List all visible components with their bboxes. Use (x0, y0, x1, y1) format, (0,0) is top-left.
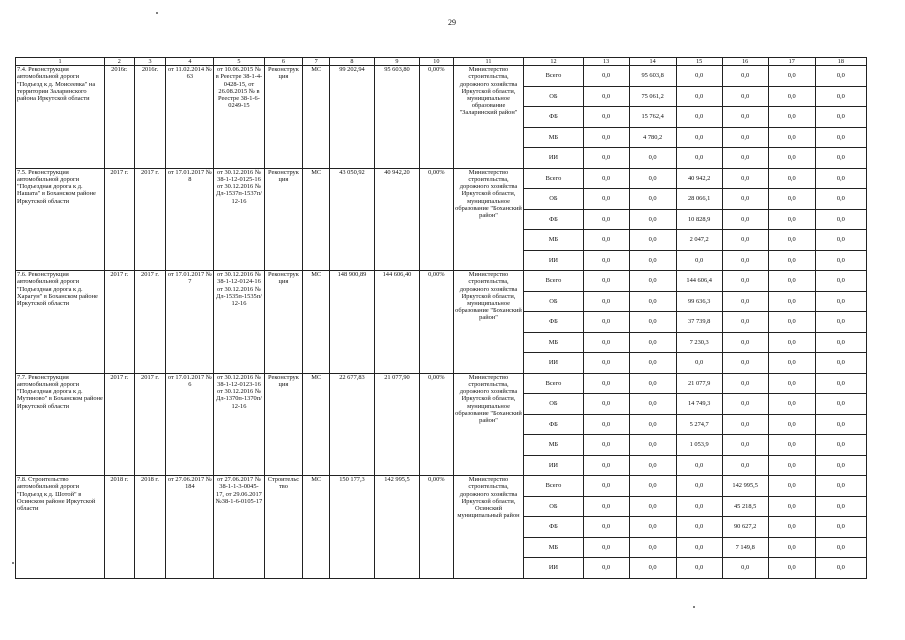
column-header: 2 (104, 58, 134, 66)
funding-value: 0,0 (722, 394, 768, 415)
funding-value: 0,0 (583, 66, 629, 87)
start-year: 2016г. (104, 66, 134, 169)
funding-value: 0,0 (815, 189, 866, 210)
funding-value: 28 066,1 (676, 189, 722, 210)
funding-value: 0,0 (815, 271, 866, 292)
funding-value: 0,0 (583, 537, 629, 558)
funding-value: 0,0 (815, 127, 866, 148)
funding-source: ФБ (524, 312, 583, 333)
column-header: 13 (583, 58, 629, 66)
funding-value: 0,0 (722, 455, 768, 476)
funding-value: 0,0 (722, 148, 768, 169)
header-row (16, 58, 867, 66)
funding-value: 0,0 (583, 291, 629, 312)
table-body (16, 58, 867, 579)
funding-value: 0,0 (676, 148, 722, 169)
funding-value: 0,0 (676, 537, 722, 558)
funding-value: 0,0 (676, 558, 722, 579)
funding-value: 0,0 (815, 517, 866, 538)
funding-value: 0,0 (815, 394, 866, 415)
funding-source: МБ (524, 537, 583, 558)
remaining-cost: 95 603,80 (374, 66, 419, 169)
funding-value: 0,0 (676, 250, 722, 271)
column-header: 8 (329, 58, 374, 66)
funding-source: ОБ (524, 394, 583, 415)
funding-value: 0,0 (815, 476, 866, 497)
start-year: 2017 г. (104, 373, 134, 476)
funding-source: ОБ (524, 86, 583, 107)
remaining-cost: 144 606,40 (374, 271, 419, 374)
expertise-ref: от 10.06.2015 № в Реестре 38-1-4-0428-15, от 26.08.2015 № в Реестре 38-1-6-0249-15 (214, 66, 264, 169)
funding-value: 0,0 (583, 558, 629, 579)
decision-ref: от 27.06.2017 № 184 (166, 476, 214, 579)
table-row (16, 66, 867, 87)
funding-value: 0,0 (768, 496, 815, 517)
end-year: 2017 г. (134, 168, 166, 271)
funding-value: 2 047,2 (676, 230, 722, 251)
funding-value: 0,0 (583, 189, 629, 210)
funding-value: 0,0 (722, 230, 768, 251)
funding-source: Всего (524, 373, 583, 394)
funding-value: 0,0 (583, 209, 629, 230)
funding-source: МБ (524, 435, 583, 456)
funding-value: 0,0 (583, 332, 629, 353)
start-year: 2017 г. (104, 271, 134, 374)
funding-value: 0,0 (629, 455, 676, 476)
funding-value: 0,0 (815, 107, 866, 128)
funding-value: 0,0 (768, 455, 815, 476)
funding-value: 0,0 (768, 86, 815, 107)
funding-value: 0,0 (583, 312, 629, 333)
funding-value: 0,0 (583, 414, 629, 435)
funding-value: 0,0 (815, 373, 866, 394)
funding-value: 15 762,4 (629, 107, 676, 128)
funding-value: 0,0 (722, 209, 768, 230)
start-year: 2018 г. (104, 476, 134, 579)
funding-value: 0,0 (676, 127, 722, 148)
funding-source: МБ (524, 332, 583, 353)
funding-value: 0,0 (583, 455, 629, 476)
funding-value: 0,0 (629, 168, 676, 189)
funding-source: МБ (524, 127, 583, 148)
funding-value: 75 061,2 (629, 86, 676, 107)
funding-value: 0,0 (768, 230, 815, 251)
funding-source: ИИ (524, 353, 583, 374)
funding-value: 0,0 (676, 66, 722, 87)
funding-value: 45 218,5 (722, 496, 768, 517)
funding-value: 0,0 (583, 353, 629, 374)
funding-value: 0,0 (583, 476, 629, 497)
object-name: 7.5. Реконструкция автомобильной дороги "Подъездная дорога к д. Нашата" в Боханском районе Иркутской области (16, 168, 105, 271)
funding-value: 0,0 (768, 394, 815, 415)
end-year: 2018 г. (134, 476, 166, 579)
funding-source: Всего (524, 168, 583, 189)
funding-value: 0,0 (768, 312, 815, 333)
funding-value: 0,0 (815, 537, 866, 558)
funding-value: 0,0 (722, 373, 768, 394)
decision-ref: от 17.01.2017 № 6 (166, 373, 214, 476)
funding-value: 0,0 (722, 558, 768, 579)
end-year: 2017 г. (134, 373, 166, 476)
object-name: 7.7. Реконструкция автомобильной дороги "Подъездная дорога к д. Мутиново" в Боханском районе Иркутской области (16, 373, 105, 476)
funding-value: 0,0 (583, 148, 629, 169)
column-header: 7 (303, 58, 330, 66)
funding-value: 0,0 (768, 66, 815, 87)
end-year: 2016г. (134, 66, 166, 169)
funding-value: 0,0 (629, 332, 676, 353)
funding-value: 0,0 (722, 271, 768, 292)
work-type: Реконструк ция (264, 271, 303, 374)
column-header: 15 (676, 58, 722, 66)
funding-value: 0,0 (629, 373, 676, 394)
readiness: 0,00% (419, 168, 453, 271)
funding-value: 0,0 (815, 66, 866, 87)
funding-value: 0,0 (583, 230, 629, 251)
estimated-cost: 43 050,92 (329, 168, 374, 271)
column-header: 4 (166, 58, 214, 66)
funding-value: 0,0 (583, 250, 629, 271)
object-name: 7.8. Строительство автомобильной дороги "Подъезд к д. Шотой" в Осинском районе Иркутской области (16, 476, 105, 579)
readiness: 0,00% (419, 271, 453, 374)
work-type: Реконструк ция (264, 373, 303, 476)
funding-value: 7 149,8 (722, 537, 768, 558)
funding-value: 0,0 (722, 353, 768, 374)
funding-value: 0,0 (629, 230, 676, 251)
scan-speck (12, 562, 14, 564)
funding-value: 90 627,2 (722, 517, 768, 538)
ownership: МС (303, 168, 330, 271)
responsible-org: Министерство строительства, дорожного хозяйства Иркутской области, муниципальное образование "Заларинский район" (453, 66, 524, 169)
funding-source: Всего (524, 271, 583, 292)
page-number: 29 (448, 18, 456, 27)
readiness: 0,00% (419, 373, 453, 476)
funding-value: 0,0 (676, 517, 722, 538)
funding-value: 0,0 (768, 209, 815, 230)
funding-value: 144 606,4 (676, 271, 722, 292)
funding-value: 14 749,3 (676, 394, 722, 415)
readiness: 0,00% (419, 66, 453, 169)
funding-value: 0,0 (815, 312, 866, 333)
funding-value: 0,0 (629, 558, 676, 579)
funding-value: 95 603,8 (629, 66, 676, 87)
start-year: 2017 г. (104, 168, 134, 271)
funding-source: ИИ (524, 455, 583, 476)
table-row (16, 271, 867, 292)
responsible-org: Министерство строительства, дорожного хозяйства Иркутской области, муниципальное образование "Боханский район" (453, 271, 524, 374)
funding-value: 0,0 (722, 414, 768, 435)
estimated-cost: 99 202,94 (329, 66, 374, 169)
funding-value: 0,0 (629, 209, 676, 230)
funding-value: 0,0 (676, 476, 722, 497)
funding-value: 0,0 (815, 435, 866, 456)
funding-value: 0,0 (722, 189, 768, 210)
funding-value: 0,0 (583, 271, 629, 292)
funding-value: 0,0 (583, 168, 629, 189)
funding-value: 7 230,3 (676, 332, 722, 353)
funding-value: 0,0 (583, 373, 629, 394)
funding-source: ОБ (524, 189, 583, 210)
funding-value: 0,0 (815, 250, 866, 271)
funding-value: 0,0 (722, 250, 768, 271)
funding-value: 40 942,2 (676, 168, 722, 189)
column-header: 3 (134, 58, 166, 66)
funding-value: 0,0 (629, 250, 676, 271)
funding-value: 0,0 (768, 332, 815, 353)
funding-value: 0,0 (768, 537, 815, 558)
funding-value: 0,0 (768, 517, 815, 538)
funding-value: 0,0 (722, 107, 768, 128)
funding-value: 0,0 (815, 332, 866, 353)
funding-value: 37 739,8 (676, 312, 722, 333)
column-header: 10 (419, 58, 453, 66)
expertise-ref: от 30.12.2016 № 38-1-12-0124-16 от 30.12.2016 № Дл-1535п-1535п/12-16 (214, 271, 264, 374)
funding-value: 0,0 (676, 107, 722, 128)
funding-value: 0,0 (676, 455, 722, 476)
funding-value: 0,0 (722, 332, 768, 353)
funding-source: МБ (524, 230, 583, 251)
funding-value: 0,0 (815, 496, 866, 517)
remaining-cost: 40 942,20 (374, 168, 419, 271)
funding-value: 21 077,9 (676, 373, 722, 394)
funding-value: 0,0 (629, 353, 676, 374)
funding-source: ФБ (524, 517, 583, 538)
funding-value: 0,0 (722, 66, 768, 87)
funding-value: 0,0 (629, 291, 676, 312)
funding-value: 0,0 (629, 394, 676, 415)
funding-source: ИИ (524, 148, 583, 169)
funding-value: 0,0 (768, 476, 815, 497)
funding-value: 0,0 (583, 107, 629, 128)
funding-value: 0,0 (629, 476, 676, 497)
estimated-cost: 148 900,89 (329, 271, 374, 374)
funding-value: 5 274,7 (676, 414, 722, 435)
responsible-org: Министерство строительства, дорожного хозяйства Иркутской области, муниципальное образование "Боханский район" (453, 373, 524, 476)
funding-value: 10 828,9 (676, 209, 722, 230)
funding-value: 0,0 (722, 312, 768, 333)
funding-source: ФБ (524, 209, 583, 230)
funding-value: 0,0 (815, 86, 866, 107)
ownership: МС (303, 476, 330, 579)
remaining-cost: 21 077,90 (374, 373, 419, 476)
table-row (16, 476, 867, 497)
decision-ref: от 17.01.2017 № 7 (166, 271, 214, 374)
funding-value: 0,0 (768, 148, 815, 169)
funding-value: 0,0 (722, 291, 768, 312)
funding-value: 0,0 (629, 271, 676, 292)
funding-value: 0,0 (815, 558, 866, 579)
funding-value: 0,0 (583, 517, 629, 538)
object-name: 7.6. Реконструкция автомобильной дороги "Подъездная дорога к д. Харагун" в Боханском районе Иркутской области (16, 271, 105, 374)
table-row (16, 168, 867, 189)
funding-value: 0,0 (768, 168, 815, 189)
column-header: 6 (264, 58, 303, 66)
funding-value: 0,0 (583, 496, 629, 517)
funding-value: 0,0 (629, 148, 676, 169)
funding-value: 0,0 (722, 168, 768, 189)
funding-source: ИИ (524, 558, 583, 579)
funding-source: ИИ (524, 250, 583, 271)
funding-value: 0,0 (815, 209, 866, 230)
column-header: 12 (524, 58, 583, 66)
funding-value: 0,0 (768, 250, 815, 271)
work-type: Строительс тво (264, 476, 303, 579)
funding-value: 0,0 (768, 189, 815, 210)
responsible-org: Министерство строительства, дорожного хозяйства Иркутской области, Осинский муниципальный район (453, 476, 524, 579)
column-header: 1 (16, 58, 105, 66)
ownership: МС (303, 373, 330, 476)
funding-source: ОБ (524, 291, 583, 312)
funding-source: ФБ (524, 414, 583, 435)
readiness: 0,00% (419, 476, 453, 579)
funding-value: 0,0 (629, 414, 676, 435)
decision-ref: от 17.01.2017 № 8 (166, 168, 214, 271)
funding-value: 99 636,3 (676, 291, 722, 312)
column-header: 18 (815, 58, 866, 66)
expertise-ref: от 30.12.2016 № 38-1-12-0123-16 от 30.12.2016 № Дл-1370п-1370п/12-16 (214, 373, 264, 476)
scan-speck (156, 12, 158, 14)
funding-value: 0,0 (583, 394, 629, 415)
funding-value: 0,0 (676, 353, 722, 374)
funding-value: 4 780,2 (629, 127, 676, 148)
work-type: Реконструк ция (264, 66, 303, 169)
work-type: Реконструк ция (264, 168, 303, 271)
funding-value: 0,0 (815, 291, 866, 312)
funding-value: 0,0 (629, 435, 676, 456)
decision-ref: от 11.02.2014 № 63 (166, 66, 214, 169)
column-header: 16 (722, 58, 768, 66)
scan-speck (693, 606, 695, 608)
expertise-ref: от 27.06.2017 № 38-1-1-3-0045-17, от 29.06.2017 №38-1-6-0105-17 (214, 476, 264, 579)
funding-value: 0,0 (583, 435, 629, 456)
end-year: 2017 г. (134, 271, 166, 374)
investment-table (15, 57, 867, 579)
funding-value: 0,0 (815, 230, 866, 251)
funding-value: 0,0 (768, 271, 815, 292)
funding-value: 0,0 (629, 537, 676, 558)
funding-value: 0,0 (629, 496, 676, 517)
funding-value: 0,0 (815, 148, 866, 169)
ownership: МС (303, 66, 330, 169)
funding-value: 0,0 (722, 435, 768, 456)
column-header: 5 (214, 58, 264, 66)
funding-value: 0,0 (768, 414, 815, 435)
column-header: 17 (768, 58, 815, 66)
funding-source: ОБ (524, 496, 583, 517)
funding-value: 0,0 (583, 127, 629, 148)
funding-value: 0,0 (815, 353, 866, 374)
funding-value: 0,0 (676, 86, 722, 107)
estimated-cost: 22 677,83 (329, 373, 374, 476)
ownership: МС (303, 271, 330, 374)
funding-value: 0,0 (583, 86, 629, 107)
funding-value: 0,0 (722, 86, 768, 107)
funding-value: 0,0 (768, 291, 815, 312)
object-name: 7.4. Реконструкция автомобильной дороги "Подъезд к д. Моисеевка" на территории Заларинского района Иркутской области (16, 66, 105, 169)
funding-value: 0,0 (768, 558, 815, 579)
funding-value: 0,0 (815, 414, 866, 435)
funding-value: 0,0 (768, 353, 815, 374)
funding-value: 0,0 (768, 373, 815, 394)
funding-value: 0,0 (815, 455, 866, 476)
estimated-cost: 150 177,3 (329, 476, 374, 579)
column-header: 11 (453, 58, 524, 66)
funding-value: 0,0 (629, 189, 676, 210)
remaining-cost: 142 995,5 (374, 476, 419, 579)
funding-value: 0,0 (629, 312, 676, 333)
funding-source: Всего (524, 476, 583, 497)
funding-value: 0,0 (768, 127, 815, 148)
responsible-org: Министерство строительства, дорожного хозяйства Иркутской области, муниципальное образование "Боханский район" (453, 168, 524, 271)
funding-value: 0,0 (629, 517, 676, 538)
funding-source: ФБ (524, 107, 583, 128)
column-header: 9 (374, 58, 419, 66)
funding-value: 0,0 (722, 127, 768, 148)
funding-value: 142 995,5 (722, 476, 768, 497)
funding-value: 1 053,9 (676, 435, 722, 456)
funding-value: 0,0 (676, 496, 722, 517)
expertise-ref: от 30.12.2016 № 38-1-12-0125-16 от 30.12.2016 № Дл-1537п-1537п/12-16 (214, 168, 264, 271)
funding-value: 0,0 (815, 168, 866, 189)
funding-source: Всего (524, 66, 583, 87)
funding-value: 0,0 (768, 107, 815, 128)
column-header: 14 (629, 58, 676, 66)
funding-value: 0,0 (768, 435, 815, 456)
table-row (16, 373, 867, 394)
